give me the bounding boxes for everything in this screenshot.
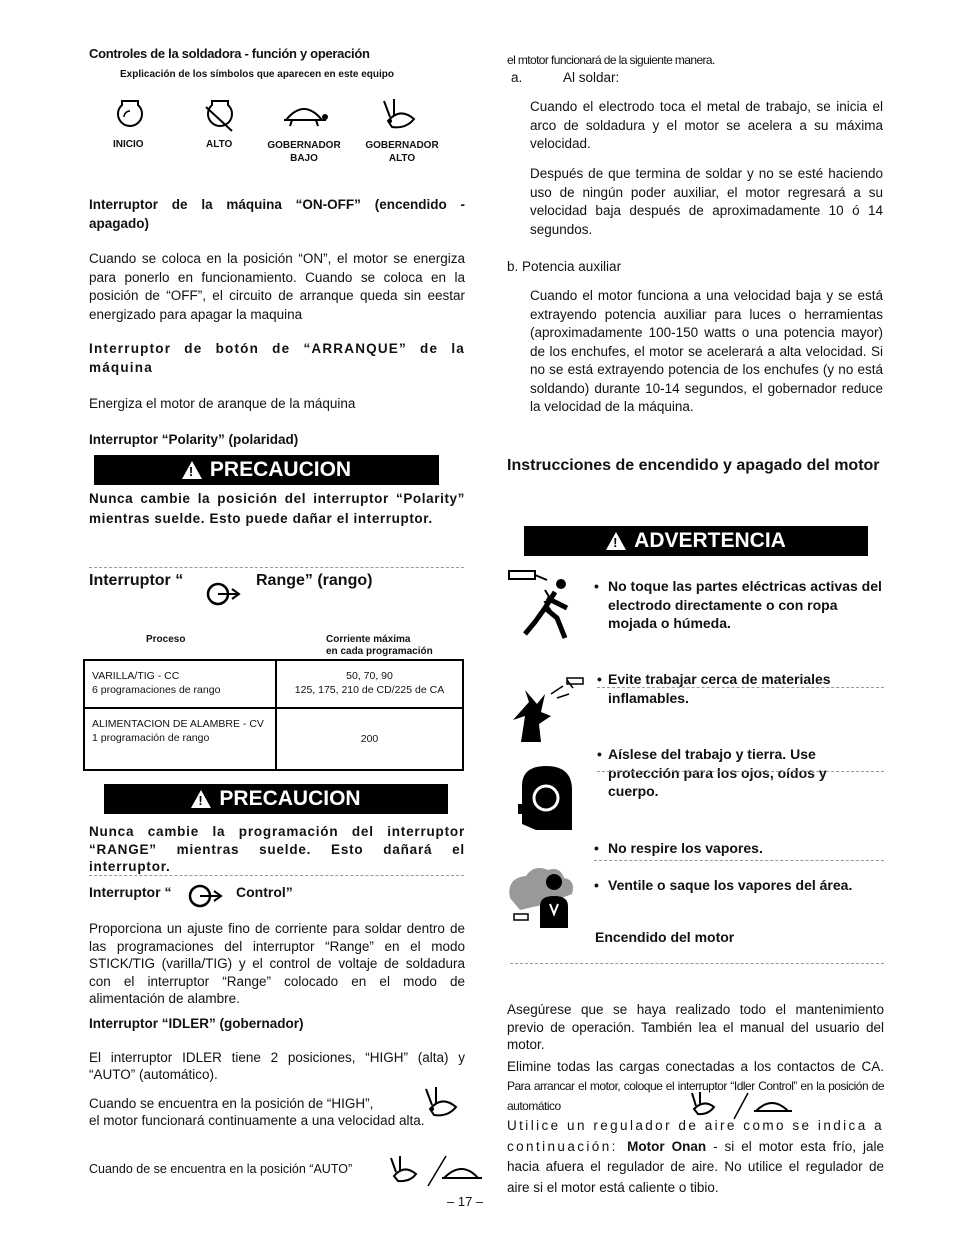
warning-icon [191, 790, 211, 808]
symbol-label-start: INICIO [113, 139, 144, 150]
range-title-a: Interruptor “ [89, 572, 184, 589]
engine-start-title: Encendido del motor [595, 929, 735, 945]
start-title: Interruptor de botón de “ARRANQUE” de la máquina [89, 341, 465, 375]
paragraph-loads-a: Elimine todas las cargas conectadas a los contactos de CA. [507, 1059, 884, 1074]
symbol-label-stop: ALTO [206, 139, 233, 150]
fumes-icon [506, 862, 586, 932]
range-table [83, 659, 464, 771]
page-number: – 17 – [447, 1194, 484, 1209]
paragraph-choke-c: - si el motor esta frío, jale hacia afuera el regulador de aire. No utilice el regulador de aire si el motor está caliente o tibio. [507, 1138, 884, 1195]
caution-banner-1 [94, 455, 439, 485]
rabbit-icon [422, 1083, 462, 1123]
auto-text: Cuando de se encuentra en la posición “AUTO” [89, 1162, 353, 1176]
bullet: • [597, 746, 602, 762]
table-head-current: Corriente máxima en cada programación [326, 634, 433, 657]
instructions-title: Instrucciones de encendido y apagado del motor [507, 457, 880, 474]
divider [89, 567, 464, 568]
caution-text-1: Nunca cambie la posición del interruptor “Polarity” mientras suelde. Esto puede dañar el interruptor. [89, 491, 465, 526]
divider [597, 687, 884, 688]
warning-item: Ventile o saque los vapores del área. [608, 877, 853, 893]
paragraph-maintenance: Asegúrese que se haya realizado todo el mantenimiento previo de operación. También lea el manual del usuario del motor. [507, 1002, 884, 1052]
rabbit-icon [380, 95, 420, 135]
b-title: b. Potencia auxiliar [507, 259, 622, 274]
onoff-text: Cuando se coloca en la posición “ON”, el motor se energiza para ponerlo en funcionamiento. Cuando se coloca en la posición de “OFF”, el circuito de arranque queda sin eestar energizado para apagar la maquina [89, 251, 465, 322]
paragraph-choke [507, 1116, 884, 1198]
onoff-title: Interruptor de la máquina “ON-OFF” (encendido - apagado) [89, 197, 465, 231]
a-paragraph-1: Cuando el electrodo toca el metal de trabajo, se inicia el arco de soldadura y el motor se acelera a su máxima velocidad. [530, 99, 883, 151]
table-row [84, 708, 463, 770]
warning-icon [606, 532, 626, 550]
symbol-label-high: GOBERNADOR ALTO [365, 140, 439, 164]
paragraph-choke-a: Utilice un regulador de aire como se indica a continuación: [507, 1118, 884, 1154]
fire-explosion-icon [511, 676, 591, 746]
table-cell-current: 200 [276, 708, 463, 770]
a-title: Al soldar: [563, 70, 620, 85]
table-cell-current: 50, 70, 90 125, 175, 210 de CD/225 de CA [276, 660, 463, 708]
helmet-protection-icon [514, 764, 580, 836]
polarity-title: Interruptor “Polarity” (polaridad) [89, 432, 299, 447]
caution-label-2: PRECAUCION [219, 787, 361, 810]
control-dial-icon [186, 880, 224, 910]
rabbit-turtle-icon [388, 1152, 484, 1188]
table-cell-process: ALIMENTACION DE ALAMBRE - CV 1 programación de rango [84, 708, 276, 770]
turtle-icon [280, 100, 328, 130]
start-text: Energiza el motor de aranque de la máquina [89, 396, 356, 411]
warning-item: No toque las partes eléctricas activas del electrodo directamente o con ropa mojada o húmeda. [608, 578, 882, 631]
divider [89, 875, 464, 876]
idler-text: El interruptor IDLER tiene 2 posiciones, “HIGH” (alta) y “AUTO” (automático). [89, 1050, 465, 1082]
range-dial-icon [204, 578, 242, 608]
table-head-process: Proceso [146, 634, 186, 645]
warning-label: ADVERTENCIA [634, 529, 786, 552]
right-top-line: el mtotor funcionará de la siguiente manera. [507, 53, 715, 67]
warning-banner [524, 526, 868, 556]
divider [597, 771, 884, 772]
paragraph-loads-b: Para arrancar el motor, coloque el interruptor “Idler Control” en la posición de automático [507, 1079, 884, 1113]
start-icon [110, 95, 150, 135]
b-paragraph: Cuando el motor funciona a una velocidad baja y se está extrayendo potencia auxiliar para luces o herramientas (aproximadamente 100-150 watts o una potencia mayor) de los enchufes, el motor se acelerará a alta velocidad. Si no se está extrayendo potencia de los enchufes (y no está soldando) durante 10-14 segundos, el gobernador reduce la velocidad de la máquina. [530, 288, 883, 414]
symbol-label-low: GOBERNADOR BAJO [267, 140, 341, 164]
warning-item: No respire los vapores. [608, 840, 763, 856]
bullet: • [594, 877, 599, 893]
symbols-caption: Explicación de los símbolos que aparecen en este equipo [120, 69, 394, 80]
caution-text-2: Nunca cambie la programación del interruptor “RANGE” mientras suelde. Esto dañará el interruptor. [89, 824, 465, 874]
caution-banner-2 [104, 784, 448, 814]
divider [594, 860, 884, 861]
caution-label-1: PRECAUCION [209, 458, 352, 481]
paragraph-choke-motor: Motor Onan [627, 1138, 707, 1154]
a-label: a. [511, 70, 523, 85]
bullet: • [597, 671, 602, 687]
bullet: • [594, 578, 599, 594]
a-paragraph-2: Después de que termina de soldar y no se esté haciendo uso de ningún poder auxiliar, el motor regresará a su velocidad baja después de aproximadamente 10 ó 14 segundos. [530, 166, 883, 237]
warning-item: Evite trabajar cerca de materiales inflamables. [608, 671, 831, 706]
warning-icon [182, 461, 202, 479]
control-text: Proporciona un ajuste fino de corriente para soldar dentro de las programaciones del interruptor “Range” en el modo STICK/TIG (varilla/TIG) y el control de voltaje de soldadura con el interruptor “Range” colocado en el modo de alimentación de alambre. [89, 921, 465, 1006]
table-row [84, 660, 463, 708]
electric-shock-icon [505, 568, 575, 640]
high-text: Cuando se encuentra en la posición de “HIGH”, el motor funcionará continuamente a una velocidad alta. [89, 1096, 425, 1128]
control-title-b: Control” [236, 884, 293, 900]
section-title: Controles de la soldadora - función y operación [89, 46, 370, 61]
idler-title: Interruptor “IDLER” (gobernador) [89, 1016, 304, 1031]
warning-item: Aíslese del trabajo y tierra. Use protección para los ojos, oídos y cuerpo. [608, 746, 827, 799]
divider [510, 963, 884, 964]
control-title-a: Interruptor “ [89, 884, 172, 900]
table-cell-process: VARILLA/TIG - CC 6 programaciones de rango [84, 660, 276, 708]
stop-icon [200, 95, 240, 135]
bullet: • [594, 840, 599, 856]
range-title-b: Range” (rango) [256, 572, 373, 589]
